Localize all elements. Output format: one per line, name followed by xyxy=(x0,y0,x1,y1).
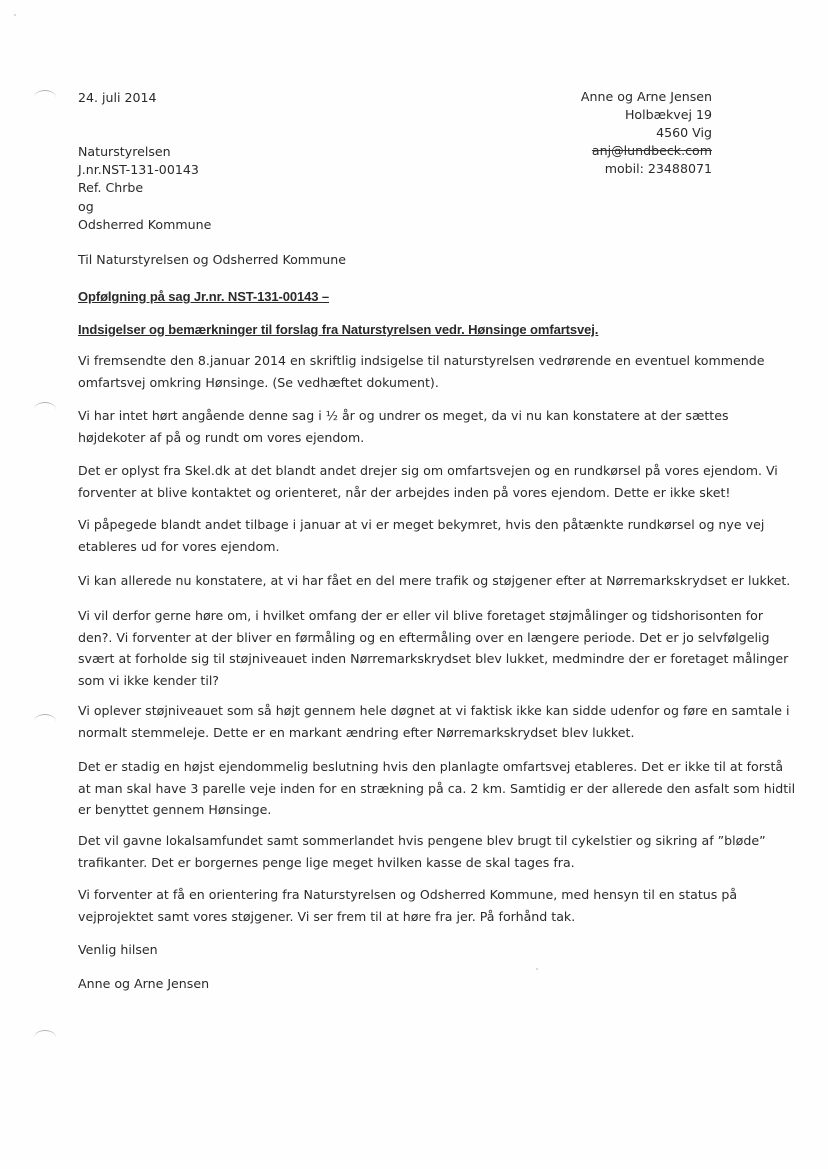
body-paragraph xyxy=(78,350,765,393)
sender-street: Holbækvej 19 xyxy=(624,107,712,122)
recipient-address-block xyxy=(78,143,211,234)
paragraph-line: Vi kan allerede nu konstatere, at vi har fået en del mere trafik og støjgener efter at Nørremarkskrydset er lukket. xyxy=(78,573,791,588)
recipient-line: Odsherred Kommune xyxy=(78,216,212,232)
paragraph-line: Vi oplever støjniveauet som så højt gennem hele døgnet at vi faktisk ikke kan sidde udenfor og føre en samtale i xyxy=(78,703,790,718)
punch-hole-mark xyxy=(34,1030,56,1045)
body-paragraph xyxy=(78,700,790,743)
paragraph-line: Det er stadig en højst ejendommelig beslutning hvis den planlagte omfartsvej etableres. Det er ikke til at forstå xyxy=(78,759,784,774)
paragraph-line: Det vil gavne lokalsamfundet samt sommerlandet hvis pengene blev brugt til cykelstier og sikring af ”bløde” xyxy=(78,833,766,848)
body-paragraph xyxy=(78,884,762,927)
paragraph-line: at man skal have 3 parelle veje inden for en strækning på ca. 2 km. Samtidig er der allerede den asfalt som hidtil xyxy=(78,780,796,796)
paragraph-line: Vi har intet hørt angående denne sag i ½ år og undrer os meget, da vi nu kan konstatere at der sættes xyxy=(78,408,729,423)
body-paragraph xyxy=(78,605,789,691)
salutation: Til Naturstyrelsen og Odsherred Kommune xyxy=(78,252,347,267)
sender-city: 4560 Vig xyxy=(656,125,712,140)
sender-name: Anne og Arne Jensen xyxy=(580,89,712,104)
punch-hole-mark xyxy=(34,714,56,729)
recipient-line: og xyxy=(78,198,94,214)
paragraph-line: etableres ud for vores ejendom. xyxy=(78,538,280,554)
punch-hole-mark xyxy=(34,90,56,105)
paragraph-line: Det er oplyst fra Skel.dk at det blandt andet drejer sig om omfartsvejen og en rundkørsel på vores ejendom. Vi xyxy=(78,463,778,478)
body-paragraph xyxy=(78,756,796,821)
sender-address-block xyxy=(581,88,712,178)
scan-speck xyxy=(14,14,16,16)
paragraph-line: Vi vil derfor gerne høre om, i hvilket omfang der er eller vil blive foretaget støjmålinger og tidshorisonten for xyxy=(78,608,764,623)
sender-mobile: mobil: 23488071 xyxy=(604,161,712,176)
paragraph-line: som vi ikke kender til? xyxy=(78,672,219,688)
paragraph-line: Vi påpegede blandt andet tilbage i januar at vi er meget bekymret, hvis den påtænkte rundkørsel og nye vej xyxy=(78,517,765,532)
body-paragraph xyxy=(78,405,762,448)
paragraph-line: omfartsvej omkring Hønsinge. (Se vedhæftet dokument). xyxy=(78,374,439,390)
sender-email: anj@lundbeck.com xyxy=(591,143,712,158)
body-paragraph xyxy=(78,514,765,557)
recipient-line: J.nr.NST-131-00143 xyxy=(78,162,199,178)
paragraph-line: normalt stemmeleje. Dette er en markant ændring efter Nørremarkskrydset blev lukket. xyxy=(78,724,635,740)
paragraph-line: vejprojektet samt vores støjgener. Vi ser frem til at høre fra jer. På forhånd tak. xyxy=(78,908,576,924)
closing-phrase: Venlig hilsen xyxy=(78,942,158,957)
letter-date: 24. juli 2014 xyxy=(78,90,157,105)
recipient-line: Naturstyrelsen xyxy=(78,144,171,159)
paragraph-line: Vi fremsendte den 8.januar 2014 en skriftlig indsigelse til naturstyrelsen vedrørende en eventuel kommende xyxy=(78,353,765,368)
body-paragraph xyxy=(78,830,766,873)
subject-subheading: Indsigelser og bemærkninger til forslag fra Naturstyrelsen vedr. Hønsinge omfartsvej. xyxy=(78,322,599,337)
signature: Anne og Arne Jensen xyxy=(78,976,210,991)
body-paragraph xyxy=(78,460,778,503)
paragraph-line: er benyttet gennem Hønsinge. xyxy=(78,802,272,817)
paragraph-line: svært at forholde sig til støjniveauet inden Nørremarkskrydset blev lukket, medmindre der er foretaget målinger xyxy=(78,651,789,666)
recipient-line: Ref. Chrbe xyxy=(78,180,144,196)
paragraph-line: Vi forventer at få en orientering fra Naturstyrelsen og Odsherred Kommune, med hensyn til en status på xyxy=(78,887,738,902)
punch-hole-mark xyxy=(34,402,56,417)
scan-speck xyxy=(536,968,538,970)
subject-heading: Opfølgning på sag Jr.nr. NST-131-00143 – xyxy=(78,289,330,304)
paragraph-line: højdekoter af på og rundt om vores ejendom. xyxy=(78,429,365,445)
paragraph-line: forventer at blive kontaktet og orienteret, når der arbejdes inden på vores ejendom. Dette er ikke sket! xyxy=(78,484,731,500)
body-paragraph xyxy=(78,570,791,592)
paragraph-line: den?. Vi forventer at der bliver en førmåling og en eftermåling over en længere periode. Det er jo selvfølgelig xyxy=(78,629,770,645)
paragraph-line: trafikanter. Det er borgernes penge lige meget hvilken kasse de skal tages fra. xyxy=(78,854,575,870)
